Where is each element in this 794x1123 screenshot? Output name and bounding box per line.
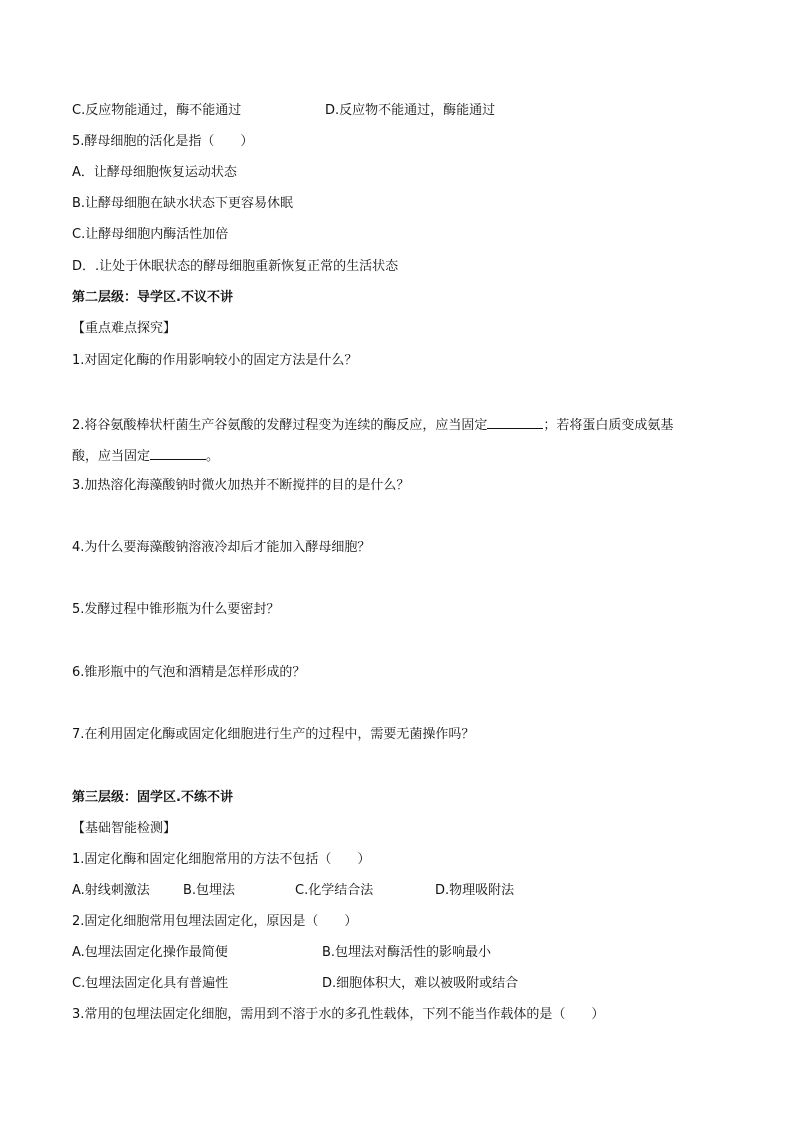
answer-blank-1 xyxy=(487,414,543,429)
level3-q1-options xyxy=(72,881,515,901)
level2-question-5: 5.发酵过程中锥形瓶为什么要密封？ xyxy=(72,602,280,617)
q5-option-c: C.让酵母细胞内酶活性加倍 xyxy=(72,227,229,242)
level2-question-6: 6.锥形瓶中的气泡和酒精是怎样形成的？ xyxy=(72,665,306,680)
q5-option-d: D．.让处于休眠状态的酵母细胞重新恢复正常的生活状态 xyxy=(72,259,399,274)
level3-q2-option-d: D.细胞体积大，难以被吸附或结合 xyxy=(322,976,519,991)
level2-question-7: 7.在利用固定化酶或固定化细胞进行生产的过程中，需要无菌操作吗？ xyxy=(72,727,475,742)
level3-q1-option-d: D.物理吸附法 xyxy=(435,883,515,898)
level3-q2-options-row1 xyxy=(72,943,492,963)
level3-q1-option-a: A.射线刺激法 xyxy=(72,883,150,898)
level3-q1-option-c: C.化学结合法 xyxy=(295,883,374,898)
level2-question-2-line1 xyxy=(72,414,673,436)
q2-line2-pre: 酸，应当固定 xyxy=(72,449,151,464)
level3-q2-stem: 2.固定化细胞常用包埋法固定化，原因是（ ） xyxy=(72,914,358,929)
level3-q2-option-c: C.包埋法固定化具有普遍性 xyxy=(72,976,229,991)
q5-option-a: A．让酵母细胞恢复运动状态 xyxy=(72,165,237,180)
q4-option-row xyxy=(72,101,496,121)
level2-question-4: 4.为什么要海藻酸钠溶液冷却后才能加入酵母细胞？ xyxy=(72,540,371,555)
level3-q2-option-a: A.包埋法固定化操作最简便 xyxy=(72,945,228,960)
level3-q1-stem: 1.固定化酶和固定化细胞常用的方法不包括（ ） xyxy=(72,852,371,867)
level3-heading: 第三层级：固学区.不练不讲 xyxy=(72,790,233,805)
level2-question-1: 1.对固定化酶的作用影响较小的固定方法是什么？ xyxy=(72,353,358,368)
q2-text-post: ；若将蛋白质变成氨基 xyxy=(543,418,674,433)
level2-question-2-line2 xyxy=(72,445,219,467)
q4-option-d: D.反应物不能通过，酶能通过 xyxy=(325,103,496,118)
level2-question-3: 3.加热溶化海藻酸钠时微火加热并不断搅拌的目的是什么？ xyxy=(72,478,410,493)
level2-section-title: 【重点难点探究】 xyxy=(72,321,177,336)
level3-section-title: 【基础智能检测】 xyxy=(72,821,177,836)
level2-heading: 第二层级：导学区.不议不讲 xyxy=(72,290,233,305)
q5-option-b: B.让酵母细胞在缺水状态下更容易休眠 xyxy=(72,196,294,211)
q4-option-c: C.反应物能通过，酶不能通过 xyxy=(72,103,242,118)
q2-text-pre: 2.将谷氨酸棒状杆菌生产谷氨酸的发酵过程变为连续的酶反应，应当固定 xyxy=(72,418,488,433)
level3-q2-option-b: B.包埋法对酶活性的影响最小 xyxy=(322,945,492,960)
q2-line2-post: 。 xyxy=(206,449,220,464)
q5-stem: 5.酵母细胞的活化是指（ ） xyxy=(72,134,254,149)
level3-q3-stem: 3.常用的包埋法固定化细胞，需用到不溶于水的多孔性载体，下列不能当作载体的是（ ） xyxy=(72,1007,605,1022)
level3-q1-option-b: B.包埋法 xyxy=(183,883,236,898)
answer-blank-2 xyxy=(150,445,206,460)
level3-q2-options-row2 xyxy=(72,974,519,994)
